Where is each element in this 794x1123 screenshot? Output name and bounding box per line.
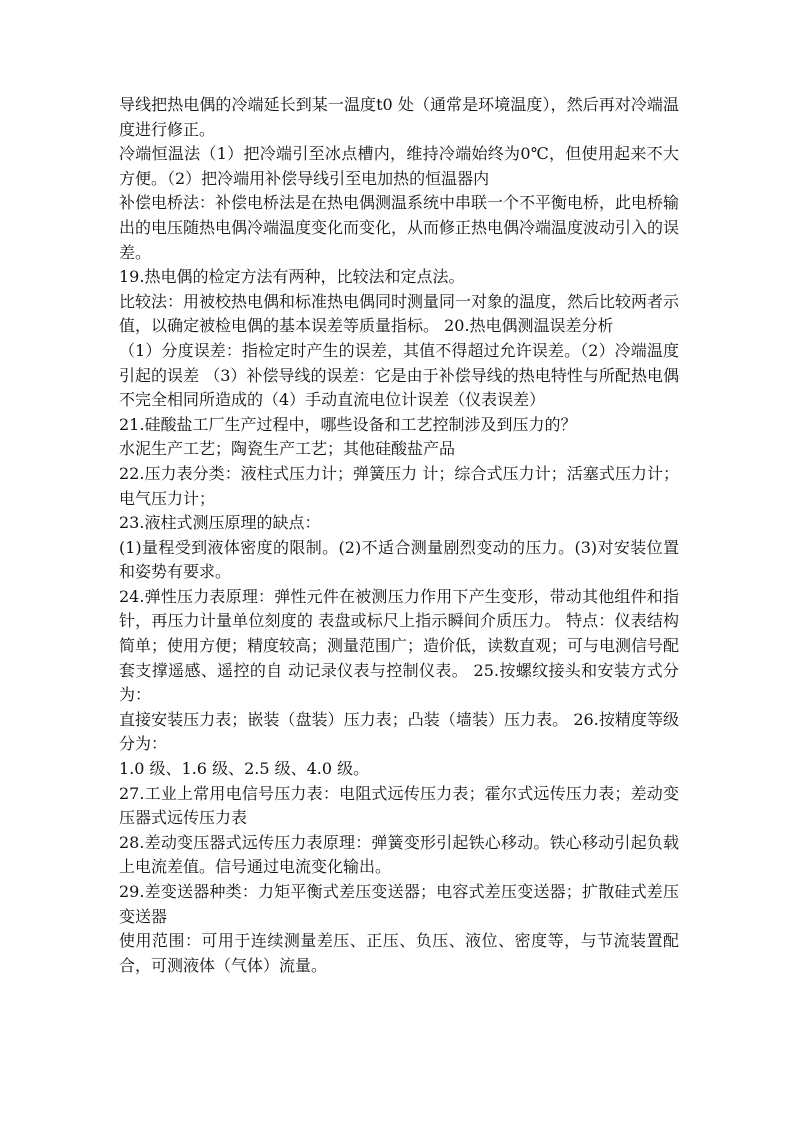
paragraph-item-24: 24.弹性压力表原理：弹性元件在被测压力作用下产生变形，带动其他组件和指针，再压力计量单位刻度的 表盘或标尺上指示瞬间介质压力。 特点：仪表结构简单；使用方便；精度较高；测量范围广；造价低，读数直观；可与电测信号配套支撑遥感、遥控的自 动记录仪表与控制仪表。 25.按螺纹接头和安装方式分为： bbox=[119, 586, 680, 705]
paragraph-item-19: 19.热电偶的检定方法有两种，比较法和定点法。 bbox=[119, 267, 465, 287]
paragraph-error-analysis: （1）分度误差：指检定时产生的误差，其值不得超过允许误差。（2）冷端温度引起的误差 （3）补偿导线的误差：它是由于补偿导线的热电特性与所配热电偶不完全相同所造成的（4）手动直流电位计误差（仪表误差） bbox=[119, 340, 679, 410]
paragraph-item-29: 29.差变送器种类：力矩平衡式差压变送器；电容式差压变送器；扩散硅式差压变送器 bbox=[119, 882, 679, 926]
paragraph-comparison-method: 比较法：用被校热电偶和标准热电偶同时测量同一对象的温度，然后比较两者示值，以确定被检电偶的基本误差等质量指标。 20.热电偶测温误差分析 bbox=[119, 291, 680, 336]
paragraph-item-21: 21.硅酸盐工厂生产过程中，哪些设备和工艺控制涉及到压力的？ bbox=[119, 414, 577, 434]
paragraph-compensation-bridge: 补偿电桥法：补偿电桥法是在热电偶测温系统中串联一个不平衡电桥，此电桥输出的电压随热电偶冷端温度变化而变化，从而修正热电偶冷端温度波动引入的误差。 bbox=[119, 193, 680, 262]
paragraph-item-23: 23.液柱式测压原理的缺点： bbox=[119, 513, 321, 533]
paragraph-cold-junction-constant-temperature: 冷端恒温法（1）把冷端引至冰点槽内，维持冷端始终为0℃，但使用起来不大方便。（2）把冷端用补偿导线引至电加热的恒温器内 bbox=[119, 144, 679, 188]
document-body bbox=[119, 93, 679, 978]
paragraph-item-22: 22.压力表分类：液柱式压力计；弹簧压力 计；综合式压力计；活塞式压力计；电气压力计； bbox=[119, 463, 679, 508]
paragraph-cold-junction-extension: 导线把热电偶的冷端延长到某一温度t0 处（通常是环境温度），然后再对冷端温度进行修正。 bbox=[119, 95, 679, 139]
paragraph-usage-range: 使用范围：可用于连续测量差压、正压、负压、液位、密度等，与节流装置配合，可测液体（气体）流量。 bbox=[119, 931, 679, 975]
paragraph-item-23-answer: (1)量程受到液体密度的限制。(2)不适合测量剧烈变动的压力。(3)对安装位置和姿势有要求。 bbox=[119, 537, 679, 582]
paragraph-item-28: 28.差动变压器式远传压力表原理：弹簧变形引起铁心移动。铁心移动引起负载上电流差值。信号通过电流变化输出。 bbox=[119, 832, 679, 877]
paragraph-item-27: 27.工业上常用电信号压力表：电阻式远传压力表；霍尔式远传压力表；差动变压器式远传压力表 bbox=[119, 783, 679, 828]
paragraph-item-21-answer: 水泥生产工艺；陶瓷生产工艺；其他硅酸盐产品 bbox=[119, 439, 456, 459]
paragraph-item-25-answer: 直接安装压力表；嵌装（盘装）压力表；凸装（墙装）压力表。 26.按精度等级分为： bbox=[119, 709, 679, 754]
paragraph-item-26-answer: 1.0 级、1.6 级、2.5 级、4.0 级。 bbox=[119, 759, 370, 779]
